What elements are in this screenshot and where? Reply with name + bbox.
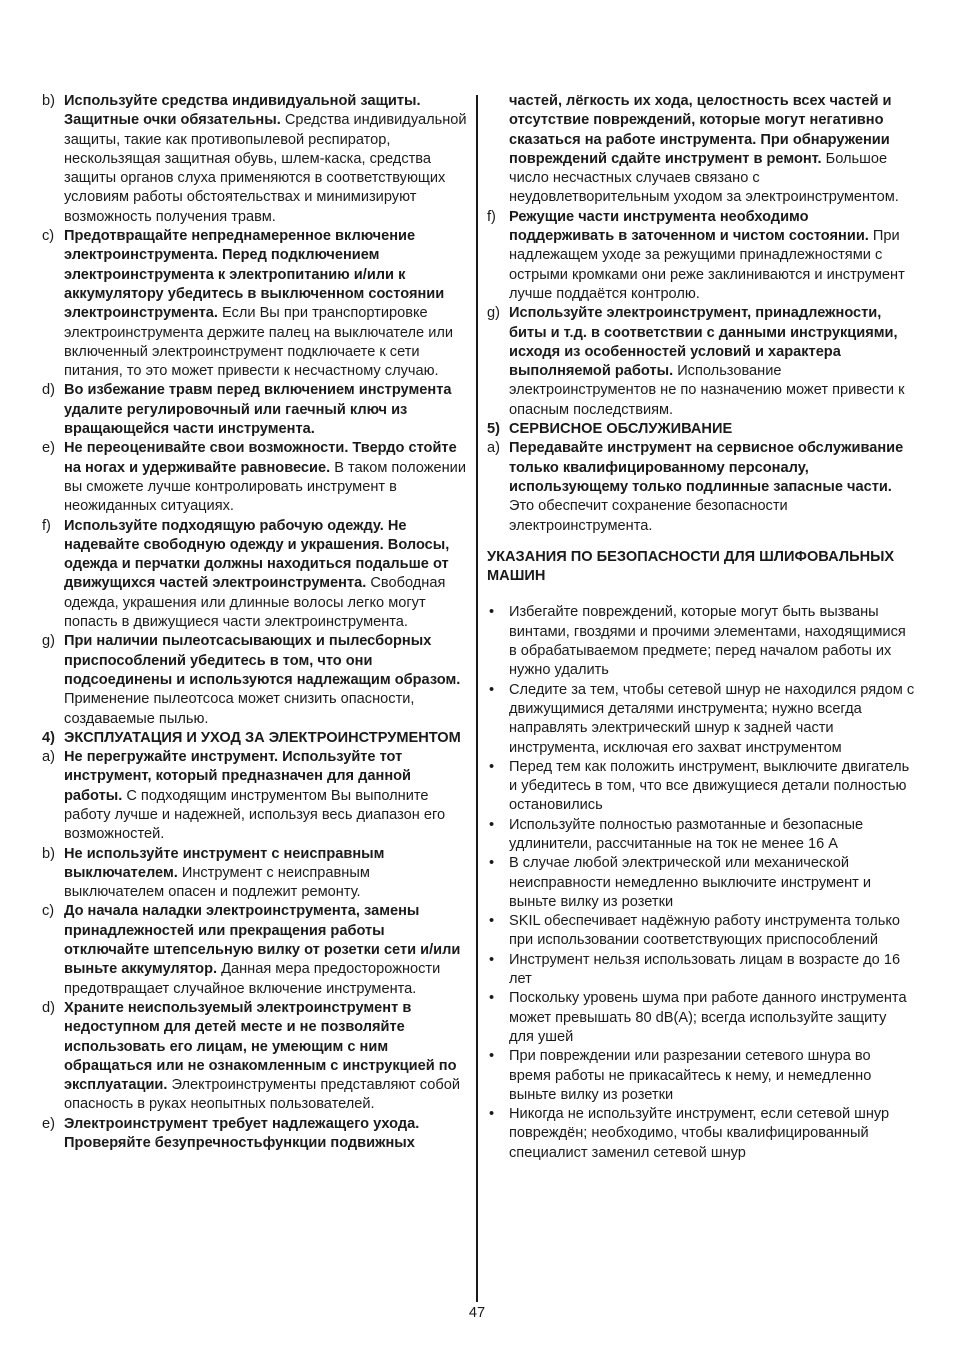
item-marker: b)	[42, 93, 55, 109]
item-text: Применение пылеотсоса может снизить опасности, создаваемые пылью.	[64, 691, 415, 727]
list-item-4g	[487, 304, 915, 420]
bullet-item	[487, 1105, 915, 1163]
item-marker: e)	[42, 1115, 55, 1132]
bullet-text: При повреждении или разрезании сетевого шнура во время работы не прикасайтесь к нему, и немедленно выньте вилку из розетки	[509, 1048, 872, 1103]
list-item-4a	[42, 748, 467, 844]
section-title: ЭКСПЛУАТАЦИЯ И УХОД ЗА ЭЛЕКТРОИНСТРУМЕНТОМ	[64, 729, 461, 746]
sanders-safety-heading: УКАЗАНИЯ ПО БЕЗОПАСНОСТИ ДЛЯ ШЛИФОВАЛЬНЫХ МАШИН	[487, 548, 895, 585]
item-marker: c)	[42, 228, 55, 245]
bullet-marker: •	[489, 816, 495, 833]
bullet-marker: •	[489, 1048, 495, 1065]
section-heading-5	[487, 420, 915, 439]
list-item-c	[42, 227, 467, 381]
list-item-4c	[42, 902, 467, 998]
list-item-4e-continued	[487, 92, 915, 208]
list-item-b	[42, 92, 467, 227]
list-item-4f	[487, 208, 915, 304]
list-item-g	[42, 632, 467, 728]
bullet-marker: •	[489, 604, 495, 621]
item-text: При надлежащем уходе за режущими принадлежностями с острыми кромками они реже заклиниваются и инструмент лучше поддаётся контролю.	[509, 228, 905, 302]
list-item-4e	[42, 1115, 467, 1154]
bullet-marker: •	[489, 913, 495, 930]
item-marker: g)	[42, 633, 55, 650]
bullet-text: Поскольку уровень шума при работе данного инструмента может превышать 80 dB(A); всегда используйте защиту для ушей	[509, 990, 907, 1045]
list-item-5a	[487, 439, 915, 535]
bullet-text: В случае любой электрической или механической неисправности немедленно выключите инструмент и выньте вилку из розетки	[509, 855, 872, 910]
item-bold-text: Передавайте инструмент на сервисное обслуживание только квалифицированному персоналу, использующему только подлинные запасные части.	[509, 440, 904, 495]
item-text: Инструмент с неисправным выключателем опасен и подлежит ремонту.	[64, 864, 370, 901]
item-bold-text: частей, лёгкость их хода, целостность всех частей и отсутствие повреждений, которые могут негативно сказаться на работе инструмента. При обнаружении повреждений сдайте инструмент в ремонт.	[509, 93, 892, 167]
bullet-marker: •	[489, 758, 495, 775]
item-marker: g)	[487, 305, 500, 322]
item-marker: d)	[42, 999, 55, 1016]
item-text: С подходящим инструментом Вы выполните работу лучше и надежней, используя весь диапазон его возможностей.	[64, 787, 446, 843]
list-item-d	[42, 381, 467, 439]
bullet-item	[487, 758, 915, 816]
right-column	[487, 92, 915, 1163]
bullet-item	[487, 854, 915, 912]
item-text: Электроинструменты представляют собой опасность в руках неопытных пользователей.	[64, 1077, 460, 1113]
item-marker: b)	[42, 845, 55, 862]
section-number: 4)	[42, 729, 55, 746]
item-bold-text: Не переоценивайте свои возможности. Твердо стойте на ногах и удерживайте равновесие.	[64, 440, 457, 476]
item-bold-text: Не перегружайте инструмент. Используйте тот инструмент, который предназначен для данной работы.	[64, 749, 412, 804]
item-bold-text: Не используйте инструмент с неисправным выключателем.	[64, 845, 385, 881]
item-text: Если Вы при транспортировке электроинструмента держите палец на выключателе или включенный электроинструмент подключаете к сети питания, то это может привести к несчастному случаю.	[64, 305, 454, 380]
item-text: Средства индивидуальной защиты, такие как противопылевой респиратор, нескользящая защитная обувь, шлем-каска, средства защиты органов слуха применяются в соответствующих условиям работы обстоятельствах и минимизируют возможность получения травм.	[64, 112, 467, 225]
bullet-marker: •	[489, 990, 495, 1007]
bullet-item	[487, 912, 915, 951]
left-column	[42, 92, 467, 1153]
item-text: Свободная одежда, украшения или длинные волосы легко могут попасть в движущиеся части электроинструмента.	[64, 575, 446, 631]
item-bold-text: Предотвращайте непреднамеренное включение электроинструмента. Перед подключением электроинструмента к электропитанию и/или к аккумулятору убедитесь в выключенном состоянии электроинструмента.	[64, 228, 445, 322]
item-marker: f)	[487, 208, 496, 225]
list-item-4d	[42, 999, 467, 1115]
bullet-item	[487, 1047, 915, 1105]
bullet-text: Используйте полностью размотанные и безопасные удлинители, рассчитанные на ток не менее 16 A	[509, 816, 864, 852]
item-bold-text: Используйте средства индивидуальной защиты. Защитные очки обязательны.	[64, 93, 421, 129]
bullet-item	[487, 603, 915, 680]
bullet-text: Никогда не используйте инструмент, если сетевой шнур повреждён; необходимо, чтобы квалифицированный специалист заменил сетевой шнур	[509, 1106, 890, 1161]
column-divider	[476, 95, 478, 1302]
section-heading-4	[42, 729, 467, 748]
item-text: Использование электроинструментов не по назначению может привести к опасным последствиям.	[509, 363, 905, 418]
item-text: Данная мера предосторожности предотвращает случайное включение инструмента.	[64, 961, 441, 997]
bullet-text: Избегайте повреждений, которые могут быть вызваны винтами, гвоздями и прочими элементами, находящимися в обрабатываемом предмете; перед началом работы их нужно удалить	[509, 604, 906, 679]
bullet-item	[487, 951, 915, 990]
section-number: 5)	[487, 421, 500, 438]
item-bold-text: Во избежание травм перед включением инструмента удалите регулировочный или гаечный ключ из вращающейся части инструмента.	[64, 382, 452, 438]
bullet-text: Следите за тем, чтобы сетевой шнур не находился рядом с движущимися деталями инструмента; нужно всегда направлять электрический шнур к задней части инструмента, исключая его захват инструментом	[509, 681, 915, 756]
item-text: В таком положении вы сможете лучше контролировать инструмент в неожиданных ситуациях.	[64, 459, 466, 515]
item-marker: f)	[42, 517, 51, 534]
bullet-text: Перед тем как положить инструмент, выключите двигатель и убедитесь в том, что все движущиеся детали полностью остановились	[509, 758, 910, 814]
item-text: Большое число несчастных случаев связано с неудовлетворительным уходом за электроинструментом.	[509, 150, 899, 206]
item-bold-text: Электроинструмент требует надлежащего ухода. Проверяйте безупречностьфункции подвижных	[64, 1115, 420, 1152]
item-bold-text: Режущие части инструмента необходимо поддерживать в заточенном и чистом состоянии.	[509, 208, 869, 245]
list-item-4b	[42, 845, 467, 903]
item-marker: a)	[42, 749, 55, 766]
bullet-text: SKIL обеспечивает надёжную работу инструмента только при использовании соответствующих приспособлений	[509, 913, 901, 949]
item-marker: c)	[42, 903, 55, 920]
item-marker: a)	[487, 440, 500, 457]
item-bold-text: Используйте подходящую рабочую одежду. Не надевайте свободную одежду и украшения. Волосы, одежда и перчатки должны находиться подальше от движущихся частей электроинструмента.	[64, 517, 450, 592]
bullet-marker: •	[489, 681, 495, 698]
list-item-f	[42, 517, 467, 633]
item-bold-text: Храните неиспользуемый электроинструмент в недоступном для детей месте и не позволяйте использовать его лицам, не умеющим с ним обращаться или не ознакомленным с инструкцией по эксплуатации.	[64, 999, 457, 1094]
bullet-item	[487, 989, 915, 1047]
item-marker: e)	[42, 440, 55, 457]
item-marker: d)	[42, 382, 55, 399]
bullet-item	[487, 681, 915, 758]
bullet-item	[487, 816, 915, 855]
item-text: Это обеспечит сохранение безопасности электроинструмента.	[509, 498, 788, 534]
bullet-marker: •	[489, 855, 495, 872]
page-number: 47	[468, 1305, 486, 1321]
list-item-e	[42, 439, 467, 516]
bullet-marker: •	[489, 1106, 495, 1123]
item-bold-text: При наличии пылеотсасывающих и пылесборных приспособлений убедитесь в том, что они подсоединены и используются надлежащим образом.	[64, 633, 461, 688]
bullet-text: Инструмент нельзя использовать лицам в возрасте до 16 лет	[509, 951, 901, 988]
section-title: СЕРВИСНОЕ ОБСЛУЖИВАНИЕ	[509, 421, 733, 438]
item-bold-text: Используйте электроинструмент, принадлежности, биты и т.д. в соответствии с данными инструкциями, исходя из особенностей условий и характера выполняемой работы.	[509, 305, 898, 380]
bullet-marker: •	[489, 951, 495, 968]
item-bold-text: До начала наладки электроинструмента, замены принадлежностей или прекращения работы отключайте штепсельную вилку от розетки сети и/или выньте аккумулятор.	[64, 903, 461, 978]
